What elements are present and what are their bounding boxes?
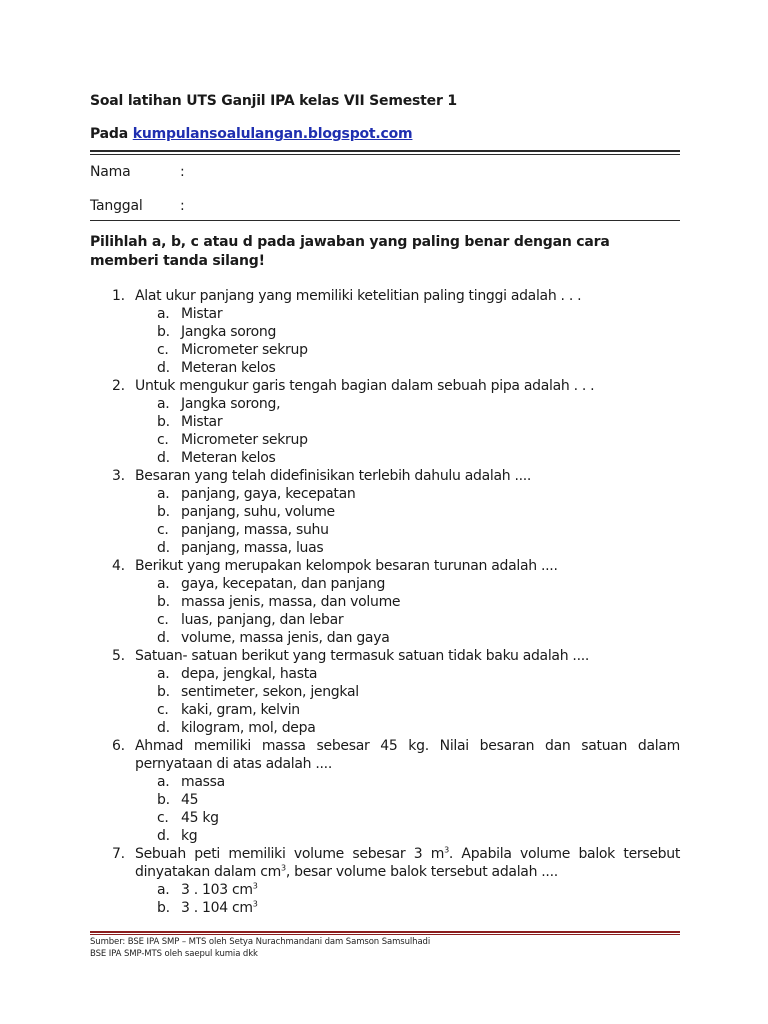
question-list: [90, 287, 680, 917]
option-item[interactable]: [135, 395, 680, 413]
option-letter: a.: [157, 774, 170, 790]
option-item[interactable]: [135, 521, 680, 539]
fields-divider: [90, 220, 680, 221]
option-letter: c.: [157, 342, 169, 358]
question-text: Ahmad memiliki massa sebesar 45 kg. Nilai besaran dan satuan dalam pernyataan di atas adalah ....: [135, 738, 680, 772]
option-letter: d.: [157, 450, 170, 466]
option-text: Micrometer sekrup: [181, 342, 308, 358]
question-text-part: . Apabila volume balok tersebut dinyatakan dalam cm: [135, 846, 681, 880]
option-item[interactable]: [135, 791, 680, 809]
option-item[interactable]: [135, 341, 680, 359]
option-text: Meteran kelos: [181, 360, 276, 376]
option-text: panjang, massa, suhu: [181, 522, 329, 538]
option-text: massa jenis, massa, dan volume: [181, 594, 401, 610]
option-letter: d.: [157, 360, 170, 376]
footer-source-2: BSE IPA SMP-MTS oleh saepul kumia dkk: [90, 949, 258, 959]
question-number: 6.: [112, 738, 125, 754]
question-text: Alat ukur panjang yang memiliki ketelitian paling tinggi adalah . . .: [135, 288, 582, 304]
option-letter: a.: [157, 666, 170, 682]
name-field-label: Nama: [90, 164, 131, 180]
option-letter: b.: [157, 594, 170, 610]
option-letter: b.: [157, 324, 170, 340]
date-field-label: Tanggal: [90, 198, 143, 214]
option-letter: a.: [157, 882, 170, 898]
question-item: [90, 377, 680, 467]
option-item[interactable]: [135, 683, 680, 701]
option-letter: c.: [157, 612, 169, 628]
option-letter: b.: [157, 414, 170, 430]
option-list: [135, 485, 680, 557]
option-letter: a.: [157, 486, 170, 502]
option-letter: c.: [157, 702, 169, 718]
option-text: depa, jengkal, hasta: [181, 666, 318, 682]
option-letter: b.: [157, 900, 170, 916]
option-letter: a.: [157, 306, 170, 322]
question-item: [90, 467, 680, 557]
option-item[interactable]: [135, 773, 680, 791]
question-number: 1.: [112, 288, 125, 304]
option-text: Jangka sorong,: [181, 396, 281, 412]
option-item[interactable]: [135, 323, 680, 341]
option-list: [135, 773, 680, 845]
option-text: 3 . 104 cm: [181, 900, 253, 916]
date-field-colon: :: [180, 198, 185, 214]
option-item[interactable]: [135, 359, 680, 377]
question-text: Berikut yang merupakan kelompok besaran turunan adalah ....: [135, 558, 558, 574]
question-number: 7.: [112, 846, 125, 862]
option-item[interactable]: [135, 485, 680, 503]
option-text: kaki, gram, kelvin: [181, 702, 300, 718]
option-list: [135, 305, 680, 377]
header-divider-thin: [90, 154, 680, 155]
option-text: kilogram, mol, depa: [181, 720, 316, 736]
option-item[interactable]: [135, 827, 680, 845]
option-text: panjang, gaya, kecepatan: [181, 486, 356, 502]
name-field-colon: :: [180, 164, 185, 180]
option-text: sentimeter, sekon, jengkal: [181, 684, 359, 700]
source-link[interactable]: kumpulansoalulangan.blogspot.com: [132, 126, 413, 142]
option-text: massa: [181, 774, 225, 790]
question-text: Untuk mengukur garis tengah bagian dalam sebuah pipa adalah . . .: [135, 378, 595, 394]
option-text: 45: [181, 792, 199, 808]
question-item: [90, 647, 680, 737]
option-text: panjang, suhu, volume: [181, 504, 335, 520]
instruction-text: Pilihlah a, b, c atau d pada jawaban yang paling benar dengan cara memberi tanda silang!: [90, 234, 610, 269]
document-title: Soal latihan UTS Ganjil IPA kelas VII Semester 1: [90, 93, 457, 109]
question-item: [90, 845, 680, 917]
question-text: [135, 845, 680, 881]
option-letter: b.: [157, 684, 170, 700]
option-text: luas, panjang, dan lebar: [181, 612, 344, 628]
option-letter: b.: [157, 504, 170, 520]
superscript: 3: [281, 863, 286, 873]
option-item[interactable]: [135, 449, 680, 467]
question-text-part: , besar volume balok tersebut adalah ....: [285, 864, 558, 880]
option-text: 45 kg: [181, 810, 219, 826]
source-line: [90, 126, 412, 142]
question-number: 3.: [112, 468, 125, 484]
question-item: [90, 557, 680, 647]
question-text: Besaran yang telah didefinisikan terlebih dahulu adalah ....: [135, 468, 532, 484]
option-list: [135, 575, 680, 647]
option-item[interactable]: [135, 899, 680, 917]
option-list: [135, 395, 680, 467]
option-text: kg: [181, 828, 198, 844]
superscript: 3: [252, 881, 258, 891]
question-number: 4.: [112, 558, 125, 574]
option-item[interactable]: [135, 701, 680, 719]
option-item[interactable]: [135, 413, 680, 431]
option-item[interactable]: [135, 881, 680, 899]
option-list: [135, 881, 680, 917]
source-prefix: Pada: [90, 126, 129, 142]
option-letter: d.: [157, 630, 170, 646]
option-item[interactable]: [135, 611, 680, 629]
header-divider: [90, 150, 680, 152]
option-item[interactable]: [135, 629, 680, 647]
option-letter: c.: [157, 810, 169, 826]
option-item[interactable]: [135, 719, 680, 737]
option-list: [135, 665, 680, 737]
option-text: volume, massa jenis, dan gaya: [181, 630, 390, 646]
option-letter: d.: [157, 828, 170, 844]
option-text: gaya, kecepatan, dan panjang: [181, 576, 386, 592]
option-letter: d.: [157, 540, 170, 556]
option-text: Mistar: [181, 306, 223, 322]
option-item[interactable]: [135, 539, 680, 557]
superscript: 3: [252, 899, 258, 909]
option-item[interactable]: [135, 431, 680, 449]
option-text: Jangka sorong: [181, 324, 277, 340]
footer-divider-thin: [90, 934, 680, 935]
option-letter: c.: [157, 432, 169, 448]
option-item[interactable]: [135, 665, 680, 683]
option-text: 3 . 103 cm: [181, 882, 253, 898]
footer-divider: [90, 931, 680, 933]
footer-source-1: Sumber: BSE IPA SMP – MTS oleh Setya Nurachmandani dam Samson Samsulhadi: [90, 937, 431, 947]
superscript: 3: [444, 845, 449, 855]
question-text: Satuan- satuan berikut yang termasuk satuan tidak baku adalah ....: [135, 648, 590, 664]
option-item[interactable]: [135, 575, 680, 593]
option-item[interactable]: [135, 305, 680, 323]
question-item: [90, 287, 680, 377]
option-text: Mistar: [181, 414, 223, 430]
option-item[interactable]: [135, 503, 680, 521]
option-text: Micrometer sekrup: [181, 432, 308, 448]
question-item: [90, 737, 680, 845]
option-item[interactable]: [135, 593, 680, 611]
option-text: panjang, massa, luas: [181, 540, 324, 556]
question-number: 2.: [112, 378, 125, 394]
option-letter: b.: [157, 792, 170, 808]
option-letter: a.: [157, 396, 170, 412]
option-item[interactable]: [135, 809, 680, 827]
question-text-part: Sebuah peti memiliki volume sebesar 3 m: [135, 846, 445, 862]
option-letter: a.: [157, 576, 170, 592]
question-number: 5.: [112, 648, 125, 664]
option-letter: c.: [157, 522, 169, 538]
option-text: Meteran kelos: [181, 450, 276, 466]
option-letter: d.: [157, 720, 170, 736]
